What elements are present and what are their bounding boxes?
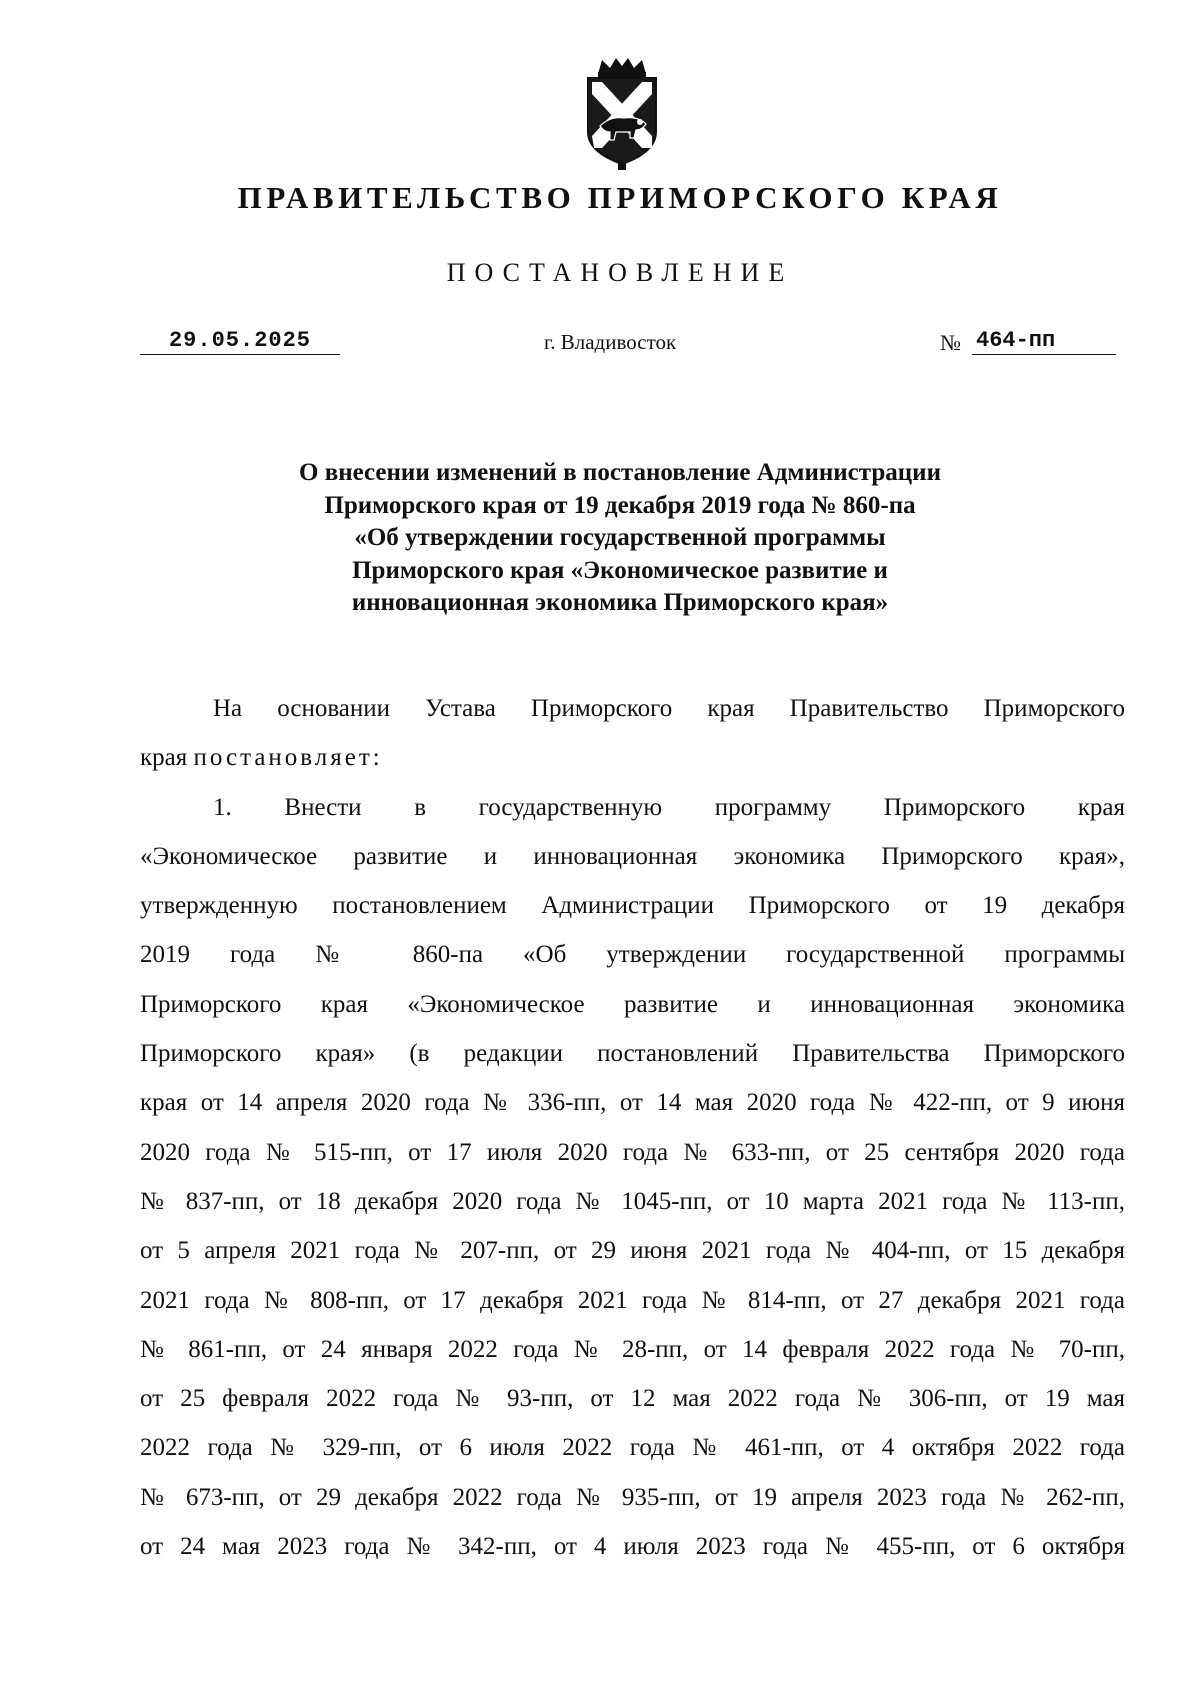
subject-line: Приморского края «Экономическое развитие и — [352, 556, 888, 584]
document-date: 29.05.2025 — [140, 328, 340, 355]
coat-of-arms-icon — [580, 56, 664, 172]
clause-line: Приморского края «Экономическое развитие и инновационная экономика — [140, 990, 1125, 1018]
preamble-line: На основании Устава Приморского края Правительство Приморского — [213, 695, 1125, 722]
subject-line: «Об утверждении государственной программы — [354, 524, 886, 551]
clause-line: 2022 года № 329-пп, от 6 июля 2022 года № 461-пп, от 4 октября 2022 года — [140, 1434, 1125, 1462]
clause-line: № 673-пп, от 29 декабря 2022 года № 935-пп, от 19 апреля 2023 года № 262-пп, — [140, 1483, 1125, 1511]
document-city: г. Владивосток — [544, 330, 677, 354]
clause-line: № 861-пп, от 24 января 2022 года № 28-пп, от 14 февраля 2022 года № 70-пп, — [140, 1335, 1125, 1363]
document-number: 464-пп — [972, 328, 1116, 355]
document-body — [140, 684, 1125, 1571]
document-subject — [230, 457, 1010, 620]
subject-line: Приморского края от 19 декабря 2019 года № 860-па — [324, 491, 916, 519]
document-meta-row — [0, 328, 1200, 362]
clause-line: от 24 мая 2023 года № 342-пп, от 4 июля 2023 года № 455-пп, от 6 октября — [140, 1533, 1125, 1561]
clause-line: Приморского края» (в редакции постановлений Правительства Приморского — [140, 1040, 1125, 1068]
clause-line: «Экономическое развитие и инновационная экономика Приморского края», — [140, 842, 1125, 870]
government-title: ПРАВИТЕЛЬСТВО ПРИМОРСКОГО КРАЯ — [237, 180, 1003, 215]
clause-line: 2020 года № 515-пп, от 17 июля 2020 года № 633-пп, от 25 сентября 2020 года — [140, 1138, 1125, 1166]
document-type: ПОСТАНОВЛЕНИЕ — [446, 258, 794, 287]
clause-line: 2021 года № 808-пп, от 17 декабря 2021 года № 814-пп, от 27 декабря 2021 года — [140, 1286, 1125, 1314]
clause-line: края от 14 апреля 2020 года № 336-пп, от 14 мая 2020 года № 422-пп, от 9 июня — [140, 1089, 1125, 1117]
clause-line: от 5 апреля 2021 года № 207-пп, от 29 июня 2021 года № 404-пп, от 15 декабря — [140, 1237, 1125, 1265]
clause-line: № 837-пп, от 18 декабря 2020 года № 1045-пп, от 10 марта 2021 года № 113-пп, — [140, 1187, 1125, 1215]
clause-line: от 25 февраля 2022 года № 93-пп, от 12 мая 2022 года № 306-пп, от 19 мая — [140, 1385, 1125, 1413]
clause-line: 1. Внести в государственную программу Приморского края — [213, 793, 1125, 821]
preamble-text: края — [140, 744, 194, 772]
clause-line: 2019 года № 860-па «Об утверждении государственной программы — [140, 941, 1125, 969]
subject-line: О внесении изменений в постановление Администрации — [299, 459, 941, 486]
number-sign: № — [940, 330, 961, 355]
clause-line: утвержденную постановлением Администрации Приморского от 19 декабря — [140, 892, 1125, 920]
decree-word: постановляет: — [193, 744, 383, 772]
subject-line: инновационная экономика Приморского края» — [351, 589, 889, 616]
preamble-line — [140, 733, 1125, 782]
